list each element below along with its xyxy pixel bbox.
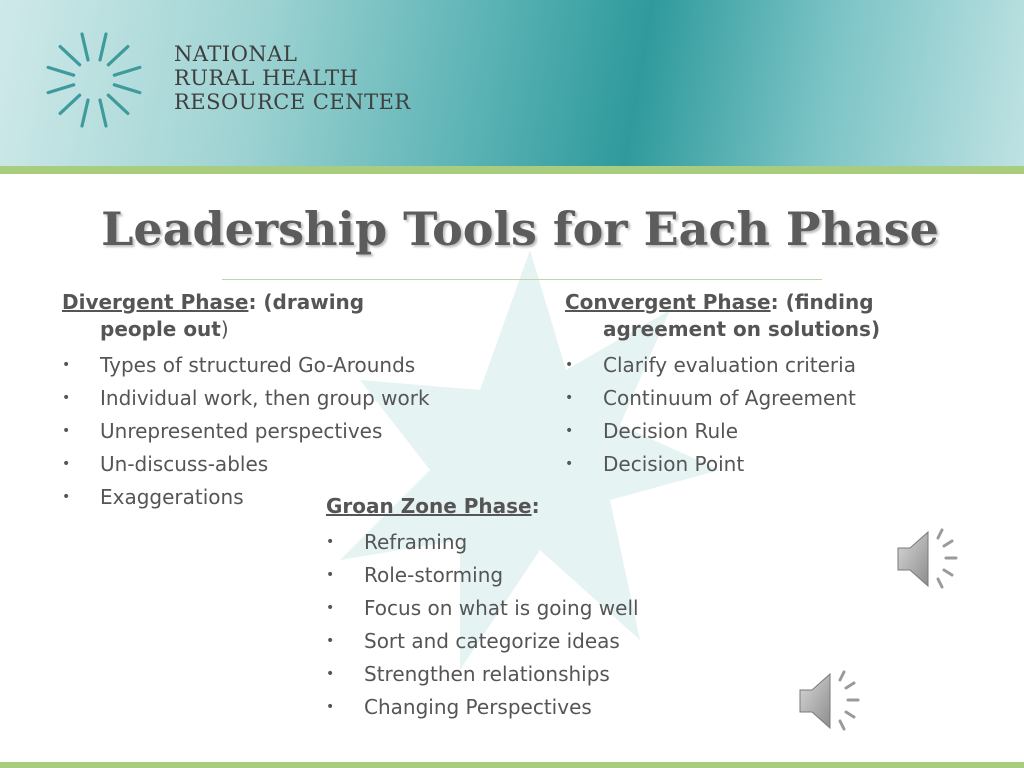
divergent-phase-desc-close: ) — [220, 317, 229, 341]
bullet: • — [565, 423, 574, 439]
bullet: • — [326, 534, 335, 550]
groan-zone-tools-list — [326, 526, 746, 724]
list-item — [326, 559, 746, 592]
bullet: • — [62, 489, 71, 505]
list-item-text: Sort and categorize ideas — [364, 629, 620, 653]
list-item-text: Focus on what is going well — [364, 596, 639, 620]
list-item-text: Reframing — [364, 530, 468, 554]
list-item-text: Decision Rule — [603, 419, 739, 443]
list-item — [62, 415, 512, 448]
list-item-text: Un-discuss-ables — [100, 452, 269, 476]
convergent-phase-desc-2: agreement on solutions) — [603, 317, 881, 341]
divergent-tools-list — [62, 349, 512, 514]
list-item-text: Role-storming — [364, 563, 504, 587]
groan-zone-phase-section — [326, 493, 746, 724]
list-item-text: Changing Perspectives — [364, 695, 592, 719]
list-item — [326, 592, 746, 625]
list-item — [62, 382, 512, 415]
groan-zone-phase-name: Groan Zone Phase — [326, 494, 532, 518]
convergent-phase-name: Convergent Phase — [565, 290, 771, 314]
bullet: • — [62, 390, 71, 406]
bullet: • — [326, 699, 335, 715]
starburst-logo-icon — [38, 24, 150, 136]
bullet: • — [565, 357, 574, 373]
list-item-text: Exaggerations — [100, 485, 244, 509]
bullet: • — [326, 666, 335, 682]
list-item — [326, 526, 746, 559]
list-item-text: Types of structured Go-Arounds — [100, 353, 416, 377]
convergent-phase-heading — [565, 289, 985, 343]
org-name-line-1: NATIONAL — [174, 42, 298, 66]
list-item-text: Continuum of Agreement — [603, 386, 856, 410]
bullet: • — [326, 600, 335, 616]
list-item — [565, 382, 985, 415]
bullet: • — [565, 456, 574, 472]
divergent-phase-section — [62, 289, 512, 514]
list-item — [326, 658, 746, 691]
organization-name — [174, 42, 411, 114]
list-item — [326, 625, 746, 658]
convergent-phase-desc: : (finding — [770, 290, 874, 314]
org-name-line-3: RESOURCE CENTER — [174, 90, 411, 114]
convergent-phase-section — [565, 289, 985, 481]
bullet: • — [326, 567, 335, 583]
list-item — [326, 691, 746, 724]
title-underline — [222, 279, 822, 280]
groan-zone-phase-heading — [326, 493, 746, 520]
list-item — [62, 448, 512, 481]
slide-title: Leadership Tools for Each Phase — [101, 202, 939, 256]
list-item-text: Clarify evaluation criteria — [603, 353, 856, 377]
list-item — [565, 415, 985, 448]
groan-zone-phase-suffix: : — [531, 494, 540, 518]
convergent-tools-list — [565, 349, 985, 481]
divergent-phase-name: Divergent Phase — [62, 290, 249, 314]
list-item-text: Decision Point — [603, 452, 745, 476]
list-item-text: Individual work, then group work — [100, 386, 430, 410]
footer-divider — [0, 762, 1024, 768]
list-item — [565, 349, 985, 382]
list-item — [565, 448, 985, 481]
bullet: • — [565, 390, 574, 406]
bullet: • — [62, 357, 71, 373]
org-name-line-2: RURAL HEALTH — [174, 66, 359, 90]
speaker-audio-icon[interactable] — [894, 526, 964, 592]
divergent-phase-desc-2: people out — [100, 317, 221, 341]
bullet: • — [326, 633, 335, 649]
bullet: • — [62, 423, 71, 439]
speaker-audio-icon[interactable] — [796, 668, 866, 734]
list-item-text: Strengthen relationships — [364, 662, 610, 686]
divergent-phase-desc: : (drawing — [248, 290, 365, 314]
bullet: • — [62, 456, 71, 472]
header-divider — [0, 166, 1024, 174]
divergent-phase-heading — [62, 289, 512, 343]
list-item — [62, 349, 512, 382]
header-banner — [0, 0, 1024, 166]
list-item-text: Unrepresented perspectives — [100, 419, 383, 443]
